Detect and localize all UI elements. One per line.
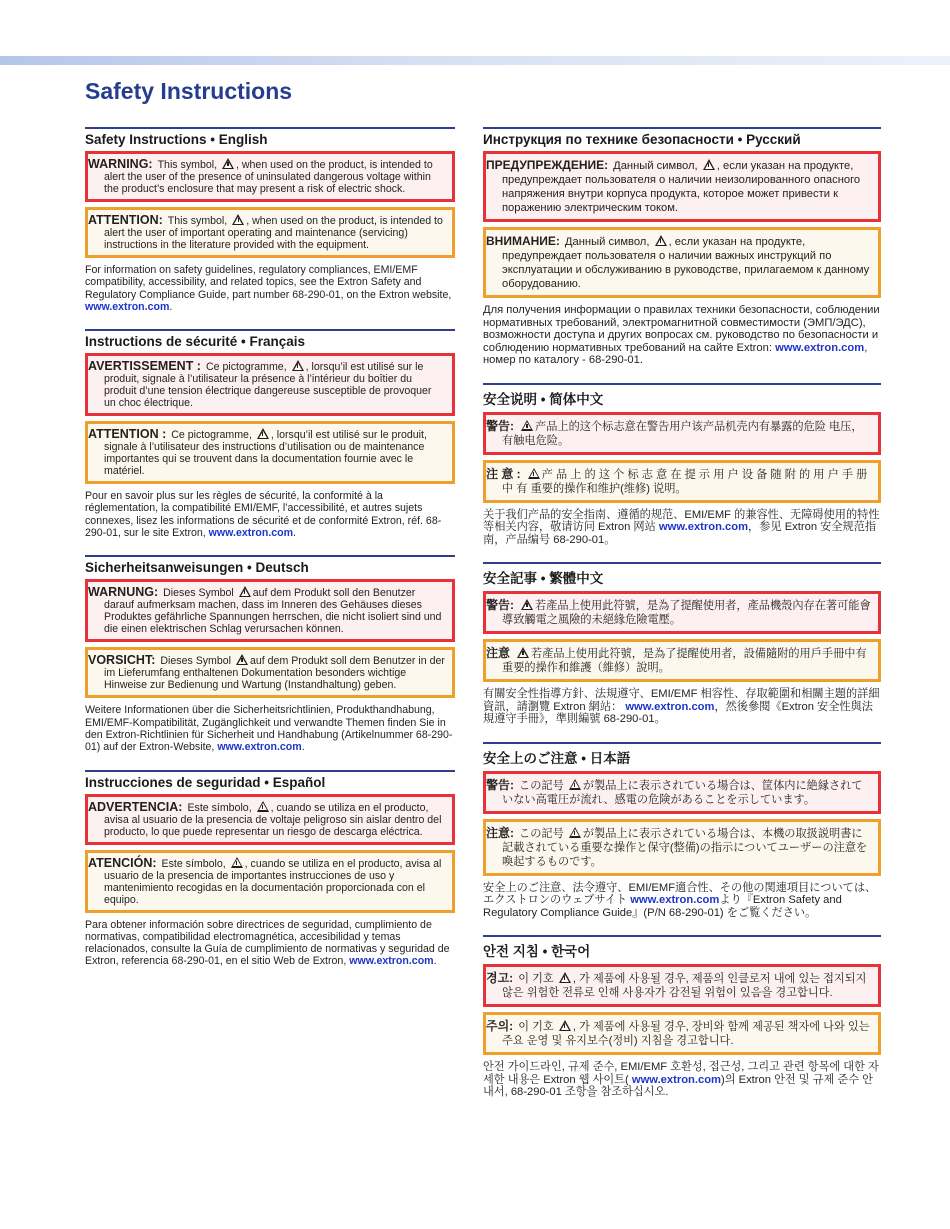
- warning-label: 경고:: [486, 971, 514, 985]
- warning-triangle-icon: [655, 235, 667, 246]
- safety-section: [85, 770, 455, 968]
- info-paragraph: [483, 1061, 881, 1099]
- warning-triangle-icon: [257, 801, 269, 812]
- caution-label: ATENCIÓN:: [88, 855, 157, 870]
- caution-label: ATTENTION :: [88, 427, 167, 442]
- caution-text: 若產品上使用此符號，是為了提醒使用者，設備隨附的用戶手冊中有重要的操作和維護（維修）說明。: [502, 648, 867, 674]
- safety-section: [85, 127, 455, 313]
- section-title: 安全記事 • 繁體中文: [483, 562, 881, 587]
- info-paragraph: [483, 304, 881, 367]
- info-paragraph: [85, 704, 455, 753]
- info-text: Para obtener información sobre directrices de seguridad, cumplimiento de normativas, compatibilidad electromagnética, accesibilidad y temas relacionados, consulte la Guía de cumplimiento de normativas y seguridad de Extron, referencia 68-290-01, en el sitio Web de Extron,: [85, 918, 450, 968]
- warning-intro: Данный символ,: [613, 160, 698, 172]
- extron-website-link[interactable]: www.extron.com: [349, 955, 434, 968]
- info-text-end: ，然後參閱《Extron 安全性與法規遵守手冊》，準則編號 68-290-01。: [483, 700, 873, 725]
- caution-box: [483, 819, 881, 876]
- warning-label: 警告:: [486, 777, 514, 792]
- caution-text: , lorsqu’il est utilisé sur le produit, signale à l’utilisateur des instructions d’utilisation ou de maintenance importantes qui se trouvent dans la documentation fournie avec le matériel.: [104, 429, 427, 478]
- warning-label: 警告:: [486, 418, 514, 433]
- caution-box: [85, 850, 455, 913]
- caution-text: 产 品 上 的 这 个 标 志 意 在 提 示 用 户 设 备 随 附 的 用 户 手 册 中 有 重要的操作和维护(维修) 说明。: [502, 468, 868, 495]
- warning-triangle-icon: [236, 654, 248, 665]
- warning-intro: Este símbolo,: [187, 801, 252, 814]
- info-text-end: .: [293, 527, 296, 540]
- safety-section: [85, 555, 455, 753]
- warning-text: , lorsqu’il est utilisé sur le produit, signale à l’utilisateur la présence à l’intérieur du boîtier du produit d’une tension électrique dangereuse susceptible de provoquer un choc électrique.: [104, 361, 432, 410]
- caution-intro: This symbol,: [167, 215, 228, 227]
- caution-intro: Este símbolo,: [161, 857, 226, 870]
- safety-section: [483, 935, 881, 1099]
- warning-text: , cuando se utiliza en el producto, avisa al usuario de la presencia de voltaje peligroso sin aislar dentro del producto, lo que puede representar un riesgo de descarga eléctrica.: [104, 801, 442, 838]
- warning-box: [85, 353, 455, 416]
- info-text-end: .: [169, 300, 173, 313]
- warning-triangle-icon: [559, 1020, 571, 1031]
- warning-triangle-icon: [528, 468, 540, 479]
- right-column: [483, 127, 881, 1115]
- safety-section: [483, 127, 881, 367]
- page-title: Safety Instructions: [85, 78, 293, 104]
- extron-website-link[interactable]: www.extron.com: [775, 341, 865, 354]
- warning-label: ADVERTENCIA:: [88, 799, 183, 814]
- warning-triangle-icon: [559, 972, 571, 983]
- info-text: For information on safety guidelines, regulatory compliances, EMI/EMF compatibility, accessibility, and related topics, see the Extron Safety and Regulatory Compliance Guide, part number 68-290-01, on the Extron website,: [85, 264, 452, 301]
- safety-section: [85, 329, 455, 539]
- warning-text: , when used on the product, is intended to alert the user of the presence of uninsulated dangerous voltage within the product’s enclosure that may present a risk of electric shock.: [104, 159, 433, 195]
- warning-label: ПРЕДУПРЕЖДЕНИЕ:: [486, 158, 609, 172]
- section-title: Sicherheitsanweisungen • Deutsch: [85, 555, 455, 575]
- warning-triangle-icon: [521, 420, 533, 431]
- caution-intro: Данный символ,: [564, 236, 650, 248]
- caution-label: 注意: [486, 646, 511, 660]
- warning-box: [483, 771, 881, 814]
- warning-text: が製品上に表示されている場合は、筐体内に絶縁されていない高電圧が流れ、感電の危険があることを示しています。: [502, 779, 863, 806]
- caution-box: [483, 639, 881, 682]
- warning-text: , 가 제품에 사용될 경우, 제품의 인클로저 내에 있는 접지되지 않은 위험한 전류로 인해 사용자가 감전될 위험이 있음을 경고합니다.: [502, 973, 867, 999]
- info-text: 有關安全性指導方針、法規遵守、EMI/EMF 相容性、存取範圍和相關主題的詳細資訊，請瀏覽 Extron 網站：: [483, 688, 880, 713]
- info-paragraph: [483, 509, 881, 547]
- section-title: 安全上のご注意 • 日本語: [483, 742, 881, 767]
- caution-box: [483, 227, 881, 298]
- warning-label: AVERTISSEMENT :: [88, 359, 201, 374]
- info-paragraph: [85, 264, 455, 313]
- warning-triangle-icon: [521, 599, 533, 610]
- safety-section: [483, 383, 881, 547]
- section-title: 安全说明 • 简体中文: [483, 383, 881, 408]
- warning-box: [483, 151, 881, 222]
- warning-box: [483, 412, 881, 455]
- caution-text: , when used on the product, is intended to alert the user of important operating and maintenance (servicing) instructions in the literature provided with the equipment.: [104, 215, 443, 251]
- warning-intro: Dieses Symbol: [163, 587, 234, 600]
- warning-text: 若產品上使用此符號，是為了提醒使用者，產品機殼內存在著可能會導致觸電之風險的未絕緣危險電壓。: [502, 600, 871, 626]
- extron-website-link[interactable]: www.extron.com: [630, 894, 720, 906]
- info-text: 关于我们产品的安全指南、遵循的规范、EMI/EMF 的兼容性、无障碍使用的特性等相关内容，敬请访问 Extron 网站: [483, 508, 880, 533]
- caution-box: [483, 460, 881, 503]
- warning-box: [483, 964, 881, 1007]
- caution-label: VORSICHT:: [88, 653, 156, 668]
- warning-text: , если указан на продукте, предупреждает пользователя о наличии неизолированного опасного напряжения внутри корпуса продукта, которое может привести к поражению электрическим током.: [502, 160, 861, 214]
- section-title: 안전 지침 • 한국어: [483, 935, 881, 960]
- info-text: 안전 가이드라인, 규제 준수, EMI/EMF 호환성, 접근성, 그리고 관련 항목에 대한 자세한 내용은 Extron 웹 사이트(: [483, 1061, 879, 1086]
- caution-label: 注 意 :: [486, 466, 521, 481]
- warning-intro: 이 기호: [518, 973, 554, 985]
- section-title: Safety Instructions • English: [85, 127, 455, 147]
- caution-text: , 가 제품에 사용될 경우, 장비와 함께 제공된 책자에 나와 있는 주요 운영 및 유지보수(정비) 지침을 경고합니다.: [502, 1021, 870, 1047]
- info-text: Для получения информации о правилах техники безопасности, соблюдении нормативных требований, электромагнитной совместимости (ЭМП/ЭДС), возможности доступа и других вопросах см. руководство по безопасности и соблюдению нормативных требований на сайте Extron:: [483, 304, 880, 354]
- warning-triangle-icon: [257, 428, 269, 439]
- safety-section: [483, 742, 881, 920]
- header-stripe: [0, 56, 950, 65]
- info-text-end: .: [433, 955, 437, 968]
- caution-intro: Dieses Symbol: [160, 655, 232, 668]
- extron-website-link[interactable]: www.extron.com: [631, 1073, 721, 1086]
- caution-label: 注意:: [486, 825, 514, 840]
- warning-triangle-icon: [222, 158, 234, 169]
- warning-text: 产品上的这个标志意在警告用户该产品机壳内有暴露的危险 电压，有触电危险。: [502, 420, 863, 447]
- section-title: Instructions de sécurité • Français: [85, 329, 455, 349]
- info-paragraph: [85, 919, 455, 968]
- caution-intro: この記号: [519, 827, 564, 840]
- warning-box: [85, 151, 455, 202]
- caution-text: , если указан на продукте, предупреждает пользователя о наличии важных инструкций по эксплуатации и обслуживанию в руководстве, прилагаемом к данному оборудованию.: [502, 236, 870, 290]
- info-text-end: より『Extron Safety and Regulatory Compliance Guide』(P/N 68-290-01) をご覧ください。: [483, 894, 842, 919]
- info-text-end: ，参见 Extron 安全规范指南，产品编号 68-290-01。: [483, 521, 877, 546]
- caution-box: [483, 1012, 881, 1055]
- caution-label: ВНИМАНИЕ:: [486, 234, 560, 248]
- info-text-end: .: [301, 741, 305, 754]
- extron-website-link[interactable]: www.extron.com: [217, 741, 302, 754]
- caution-box: [85, 421, 455, 484]
- left-column: [85, 127, 455, 984]
- warning-text: auf dem Produkt soll den Benutzer darauf aufmerksam machen, dass im Inneren des Gehäuses dieses Produktes gefährliche Spannungen herrschen, die nicht isoliert sind und die einen elektrischen Schlag verursachen können.: [104, 587, 442, 636]
- warning-triangle-icon: [517, 647, 529, 658]
- caution-box: [85, 207, 455, 258]
- warning-intro: This symbol,: [157, 159, 218, 171]
- warning-label: WARNING:: [88, 157, 153, 171]
- warning-triangle-icon: [569, 779, 581, 790]
- info-paragraph: [483, 688, 881, 726]
- info-text: Weitere Informationen über die Sicherheitsrichtlinien, Produkthandhabung, EMI/EMF-Kompatibilität, Zugänglichkeit und verwandte Themen finden Sie in den Extron-Richtlinien für Sicherheit und Handhabung (Artikelnummer 68-290-01) auf der Extron-Website,: [85, 704, 453, 754]
- info-text: 安全上のご注意、法令遵守、EMI/EMF適合性、その他の関連項目については、エクストロンのウェブサイト: [483, 881, 877, 906]
- warning-intro: Ce pictogramme,: [205, 361, 287, 374]
- info-paragraph: [85, 490, 455, 539]
- info-text: Pour en savoir plus sur les règles de sécurité, la conformité à la réglementation, la compatibilité EMI/EMF, l’accessibilité, et autres sujets connexes, lisez les informations de sécurité et de conformité Extron, réf. 68-290-01, sur le site Extron,: [85, 490, 442, 540]
- warning-intro: この記号: [519, 779, 564, 792]
- caution-label: ATTENTION:: [88, 213, 163, 227]
- warning-label: 警告:: [486, 598, 514, 612]
- warning-box: [85, 579, 455, 642]
- warning-triangle-icon: [239, 586, 251, 597]
- safety-section: [483, 562, 881, 726]
- caution-text: auf dem Produkt soll dem Benutzer in der im Lieferumfang enthaltenen Dokumentation besonders wichtige Hinweise zur Bedienung und Wartung (Instandhaltung) geben.: [104, 655, 445, 692]
- warning-box: [85, 794, 455, 845]
- warning-triangle-icon: [232, 214, 244, 225]
- info-text-end: )의 Extron 안전 및 규제 준수 안내서, 68-290-01 조항을 참조하십시오.: [483, 1073, 873, 1098]
- extron-website-link[interactable]: www.extron.com: [625, 700, 715, 713]
- section-title: Instrucciones de seguridad • Español: [85, 770, 455, 790]
- info-paragraph: [483, 882, 881, 920]
- caution-intro: 이 기호: [518, 1021, 554, 1033]
- extron-website-link[interactable]: www.extron.com: [85, 300, 170, 313]
- caution-text: が製品上に表示されている場合は、本機の取扱説明書に記載されている重要な操作と保守(整備)の指示についてユーザーの注意を喚起するものです。: [502, 827, 868, 868]
- warning-triangle-icon: [231, 857, 243, 868]
- extron-website-link[interactable]: www.extron.com: [208, 527, 294, 540]
- warning-triangle-icon: [292, 360, 304, 371]
- warning-triangle-icon: [569, 827, 581, 838]
- warning-triangle-icon: [703, 159, 715, 170]
- warning-box: [483, 591, 881, 634]
- caution-text: , cuando se utiliza en el producto, avisa al usuario de la presencia de importantes instrucciones de uso y mantenimiento recogidas en la documentación proporcionada con el equipo.: [104, 857, 442, 906]
- info-text-end: , номер по каталогу - 68-290-01.: [483, 341, 868, 366]
- caution-box: [85, 647, 455, 698]
- extron-website-link[interactable]: www.extron.com: [658, 521, 749, 533]
- caution-intro: Ce pictogramme,: [171, 429, 252, 442]
- section-title: Инструкция по технике безопасности • Русский: [483, 127, 881, 147]
- caution-label: 주의:: [486, 1019, 514, 1033]
- warning-label: WARNUNG:: [88, 585, 159, 600]
